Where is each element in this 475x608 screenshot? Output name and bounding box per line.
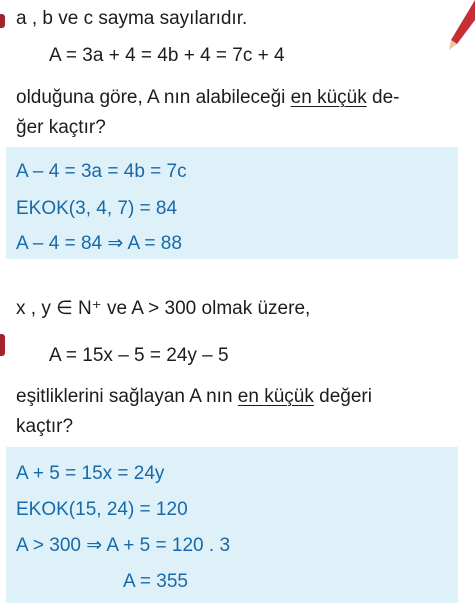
solution1-step3: A – 4 = 84 ⇒ A = 88 bbox=[16, 233, 182, 254]
problem2-emphasis: en küçük bbox=[237, 386, 314, 407]
solution2-step1: A + 5 = 15x = 24y bbox=[16, 463, 165, 484]
problem1-question-tail: de- bbox=[366, 87, 400, 108]
problem2-statement: x , y ∈ N⁺ ve A > 300 olmak üzere, bbox=[16, 298, 311, 319]
margin-marker-1 bbox=[0, 14, 5, 28]
solution1-step1: A – 4 = 3a = 4b = 7c bbox=[16, 161, 187, 182]
problem1-emphasis: en küçük bbox=[290, 87, 367, 108]
problem2-question-text: eşitliklerini sağlayan A nın bbox=[16, 386, 238, 407]
problem1-question bbox=[16, 86, 399, 110]
problem2-question bbox=[16, 385, 372, 409]
solution2-step3: A > 300 ⇒ A + 5 = 120 . 3 bbox=[16, 535, 231, 556]
pencil-icon bbox=[441, 0, 475, 50]
problem1-question-text: olduğuna göre, A nın alabileceği bbox=[16, 87, 291, 108]
solution2-step4: A = 355 bbox=[123, 571, 188, 592]
problem2-question-end: kaçtır? bbox=[16, 416, 74, 437]
solution1-step2: EKOK(3, 4, 7) = 84 bbox=[16, 198, 178, 219]
problem1-statement: a , b ve c sayma sayılarıdır. bbox=[16, 8, 248, 29]
problem2-question-tail: değeri bbox=[313, 386, 372, 407]
problem1-question-end: ğer kaçtır? bbox=[16, 117, 106, 138]
problem2-equation: A = 15x – 5 = 24y – 5 bbox=[49, 345, 229, 366]
problem1-equation: A = 3a + 4 = 4b + 4 = 7c + 4 bbox=[49, 45, 285, 66]
margin-marker-2 bbox=[0, 334, 5, 356]
solution2-step2: EKOK(15, 24) = 120 bbox=[16, 499, 188, 520]
